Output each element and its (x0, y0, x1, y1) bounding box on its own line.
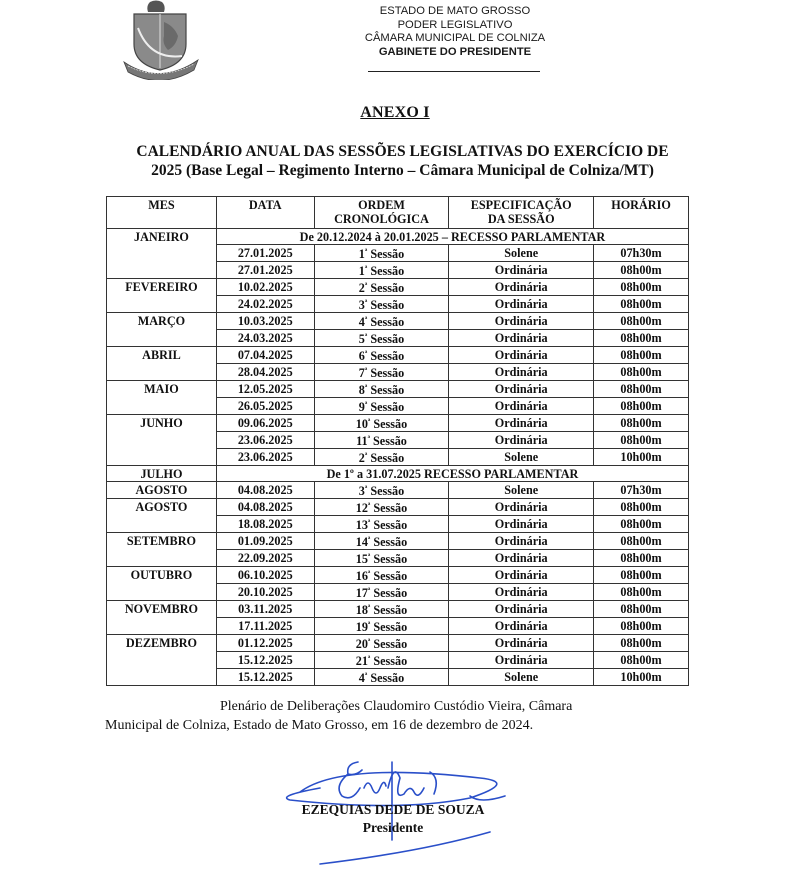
cell-session-type: Ordinária (449, 499, 594, 516)
closing-line-2: Municipal de Colniza, Estado de Mato Grosso, em 16 de dezembro de 2024. (105, 718, 534, 733)
cell-recess-note: De 20.12.2024 à 20.01.2025 – RECESSO PARLAMENTAR (216, 229, 688, 245)
cell-order: $21^ª$ Sessão (314, 652, 449, 669)
table-row (107, 567, 689, 584)
cell-session-type: Ordinária (449, 533, 594, 550)
cell-order: $3^ª$ Sessão (314, 296, 449, 313)
cell-time: 10h00m (594, 449, 689, 466)
cell-time: 10h00m (594, 669, 689, 686)
cell-time: 08h00m (594, 652, 689, 669)
annex-title: ANEXO I (360, 104, 430, 121)
table-header-row (107, 197, 689, 229)
closing-line-1: Plenário de Deliberações Claudomiro Custódio Vieira, Câmara (220, 699, 573, 714)
cell-order: $19^ª$ Sessão (314, 618, 449, 635)
cell-session-type: Ordinária (449, 550, 594, 567)
cell-date: 24.02.2025 (216, 296, 314, 313)
cell-date: 23.06.2025 (216, 432, 314, 449)
letterhead-divider (368, 71, 540, 72)
cell-order: $16^ª$ Sessão (314, 567, 449, 584)
table-row (107, 516, 689, 533)
cell-order: $1^ª$ Sessão (314, 262, 449, 279)
cell-session-type: Solene (449, 669, 594, 686)
cell-time: 08h00m (594, 550, 689, 567)
cell-session-type: Ordinária (449, 262, 594, 279)
cell-date: 04.08.2025 (216, 499, 314, 516)
cell-order: $2^ª$ Sessão (314, 449, 449, 466)
cell-date: 27.01.2025 (216, 262, 314, 279)
cell-month (107, 432, 217, 449)
document-title-line-2: 2025 (Base Legal – Regimento Interno – Câmara Municipal de Colniza/MT) (151, 162, 654, 179)
column-header-time: HORÁRIO (594, 197, 689, 229)
cell-time: 08h00m (594, 262, 689, 279)
table-row (107, 245, 689, 262)
recess-row (107, 229, 689, 245)
cell-month (107, 618, 217, 635)
cell-order: $9^ª$ Sessão (314, 398, 449, 415)
cell-month: ABRIL (107, 347, 217, 364)
cell-date: 27.01.2025 (216, 245, 314, 262)
cell-date: 10.02.2025 (216, 279, 314, 296)
cell-session-type: Ordinária (449, 652, 594, 669)
cell-date: 18.08.2025 (216, 516, 314, 533)
cell-order: $4^ª$ Sessão (314, 313, 449, 330)
cell-time: 08h00m (594, 516, 689, 533)
cell-order: $14^ª$ Sessão (314, 533, 449, 550)
table-row (107, 262, 689, 279)
cell-time: 08h00m (594, 279, 689, 296)
cell-session-type: Ordinária (449, 398, 594, 415)
cell-date: 04.08.2025 (216, 482, 314, 499)
closing-paragraph (105, 697, 680, 735)
cell-month: FEVEREIRO (107, 279, 217, 296)
cell-date: 23.06.2025 (216, 449, 314, 466)
column-header-month: MES (107, 197, 217, 229)
cell-order: $2^ª$ Sessão (314, 279, 449, 296)
cell-order: $18^ª$ Sessão (314, 601, 449, 618)
cell-order: $13^ª$ Sessão (314, 516, 449, 533)
cell-date: 09.06.2025 (216, 415, 314, 432)
table-row (107, 449, 689, 466)
table-row (107, 618, 689, 635)
cell-month: AGOSTO (107, 499, 217, 516)
cell-time: 08h00m (594, 347, 689, 364)
column-header-session-type: ESPECIFICAÇÃO DA SESSÃO (449, 197, 594, 229)
cell-session-type: Ordinária (449, 279, 594, 296)
cell-date: 24.03.2025 (216, 330, 314, 347)
cell-order: $17^ª$ Sessão (314, 584, 449, 601)
cell-time: 07h30m (594, 482, 689, 499)
table-row (107, 652, 689, 669)
table-row (107, 533, 689, 550)
cell-order: $12^ª$ Sessão (314, 499, 449, 516)
cell-recess-note: De 1º a 31.07.2025 RECESSO PARLAMENTAR (216, 466, 688, 482)
cell-session-type: Ordinária (449, 584, 594, 601)
cell-session-type: Ordinária (449, 601, 594, 618)
cell-month (107, 330, 217, 347)
cell-month (107, 652, 217, 669)
cell-session-type: Ordinária (449, 432, 594, 449)
cell-month: MARÇO (107, 313, 217, 330)
table-row (107, 584, 689, 601)
cell-time: 08h00m (594, 398, 689, 415)
column-header-order: ORDEM CRONOLÓGICA (314, 197, 449, 229)
cell-order: $20^ª$ Sessão (314, 635, 449, 652)
cell-month (107, 364, 217, 381)
cell-order: $3^ª$ Sessão (314, 482, 449, 499)
cell-date: 12.05.2025 (216, 381, 314, 398)
cell-month: DEZEMBRO (107, 635, 217, 652)
cell-time: 08h00m (594, 567, 689, 584)
cell-month (107, 550, 217, 567)
table-row (107, 279, 689, 296)
table-row (107, 499, 689, 516)
cell-date: 07.04.2025 (216, 347, 314, 364)
letterhead-chamber: CÂMARA MUNICIPAL DE COLNIZA (364, 32, 546, 44)
cell-session-type: Solene (449, 245, 594, 262)
cell-time: 08h00m (594, 313, 689, 330)
cell-time: 08h00m (594, 330, 689, 347)
cell-month: MAIO (107, 381, 217, 398)
cell-month (107, 449, 217, 466)
letterhead-office: GABINETE DO PRESIDENTE (378, 45, 532, 58)
cell-session-type: Ordinária (449, 364, 594, 381)
cell-time: 08h00m (594, 601, 689, 618)
letterhead (355, 5, 555, 59)
table-row (107, 364, 689, 381)
table-row (107, 381, 689, 398)
table-row (107, 482, 689, 499)
table-row (107, 313, 689, 330)
cell-date: 06.10.2025 (216, 567, 314, 584)
cell-month: SETEMBRO (107, 533, 217, 550)
cell-time: 07h30m (594, 245, 689, 262)
letterhead-state: ESTADO DE MATO GROSSO (379, 5, 531, 17)
cell-month (107, 262, 217, 279)
cell-order: $10^ª$ Sessão (314, 415, 449, 432)
cell-session-type: Ordinária (449, 618, 594, 635)
table-row (107, 669, 689, 686)
cell-time: 08h00m (594, 296, 689, 313)
document-title (110, 142, 695, 180)
cell-session-type: Ordinária (449, 415, 594, 432)
cell-order: $15^ª$ Sessão (314, 550, 449, 567)
cell-session-type: Ordinária (449, 381, 594, 398)
cell-month (107, 516, 217, 533)
coat-of-arms-icon (120, 0, 202, 80)
cell-date: 15.12.2025 (216, 652, 314, 669)
cell-session-type: Ordinária (449, 296, 594, 313)
cell-month (107, 245, 217, 262)
letterhead-branch: PODER LEGISLATIVO (397, 18, 513, 31)
document-title-line-1: CALENDÁRIO ANUAL DAS SESSÕES LEGISLATIVAS DO EXERCÍCIO DE (136, 143, 669, 160)
cell-time: 08h00m (594, 584, 689, 601)
cell-date: 17.11.2025 (216, 618, 314, 635)
cell-month (107, 398, 217, 415)
recess-row (107, 466, 689, 482)
cell-time: 08h00m (594, 618, 689, 635)
cell-session-type: Ordinária (449, 516, 594, 533)
cell-time: 08h00m (594, 499, 689, 516)
cell-time: 08h00m (594, 381, 689, 398)
cell-order: $4^ª$ Sessão (314, 669, 449, 686)
table-row (107, 347, 689, 364)
session-calendar-table (106, 196, 689, 686)
cell-month (107, 584, 217, 601)
cell-session-type: Solene (449, 449, 594, 466)
cell-session-type: Ordinária (449, 635, 594, 652)
signer-role: Presidente (362, 820, 424, 835)
cell-time: 08h00m (594, 364, 689, 381)
cell-month: JUNHO (107, 415, 217, 432)
cell-session-type: Ordinária (449, 330, 594, 347)
cell-date: 01.09.2025 (216, 533, 314, 550)
cell-order: $6^ª$ Sessão (314, 347, 449, 364)
cell-time: 08h00m (594, 432, 689, 449)
table-row (107, 330, 689, 347)
cell-time: 08h00m (594, 415, 689, 432)
cell-date: 15.12.2025 (216, 669, 314, 686)
column-header-date: DATA (216, 197, 314, 229)
cell-order: $1^ª$ Sessão (314, 245, 449, 262)
cell-session-type: Solene (449, 482, 594, 499)
signer-name: EZEQUIAS DEDE DE SOUZA (301, 802, 485, 817)
cell-order: $5^ª$ Sessão (314, 330, 449, 347)
table-row (107, 601, 689, 618)
table-row (107, 296, 689, 313)
table-body (107, 229, 689, 686)
cell-session-type: Ordinária (449, 567, 594, 584)
cell-month (107, 296, 217, 313)
cell-order: $11^ª$ Sessão (314, 432, 449, 449)
cell-month: JANEIRO (107, 229, 217, 245)
table-row (107, 635, 689, 652)
cell-date: 03.11.2025 (216, 601, 314, 618)
cell-date: 01.12.2025 (216, 635, 314, 652)
cell-date: 28.04.2025 (216, 364, 314, 381)
cell-month: NOVEMBRO (107, 601, 217, 618)
table-row (107, 415, 689, 432)
table-row (107, 432, 689, 449)
cell-session-type: Ordinária (449, 313, 594, 330)
cell-order: $8^ª$ Sessão (314, 381, 449, 398)
table-row (107, 398, 689, 415)
cell-time: 08h00m (594, 533, 689, 550)
cell-date: 10.03.2025 (216, 313, 314, 330)
cell-order: $7^ª$ Sessão (314, 364, 449, 381)
cell-session-type: Ordinária (449, 347, 594, 364)
cell-time: 08h00m (594, 635, 689, 652)
table-row (107, 550, 689, 567)
cell-month: OUTUBRO (107, 567, 217, 584)
cell-date: 20.10.2025 (216, 584, 314, 601)
cell-date: 22.09.2025 (216, 550, 314, 567)
cell-month (107, 669, 217, 686)
cell-month: JULHO (107, 466, 217, 482)
cell-month: AGOSTO (107, 482, 217, 499)
cell-date: 26.05.2025 (216, 398, 314, 415)
